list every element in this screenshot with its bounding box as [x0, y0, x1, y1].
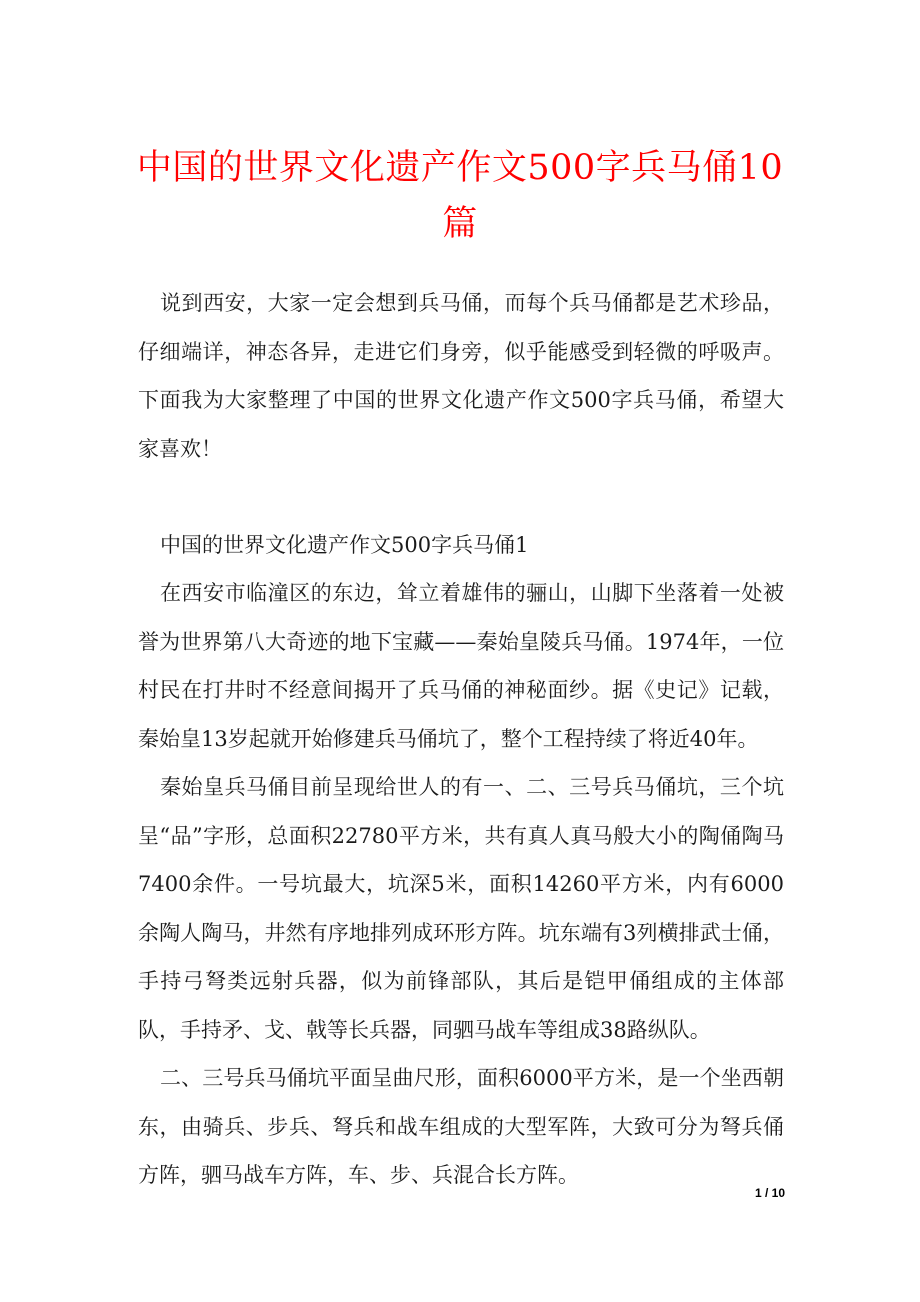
section-heading: 中国的世界文化遗产作文500字兵马俑1 [160, 533, 529, 557]
body-paragraph: 二、三号兵马俑坑平面呈曲尺形，面积6000平方米，是一个坐西朝东，由骑兵、步兵、弩兵和战车组成的大型军阵，大致可分为弩兵俑方阵，驷马战车方阵，车、步、兵混合长方阵。 [138, 1066, 784, 1187]
page-number: 1 / 10 [754, 1186, 786, 1200]
intro-paragraph: 说到西安，大家一定会想到兵马俑，而每个兵马俑都是艺术珍品，仔细端详，神态各异，走进它们身旁，似乎能感受到轻微的呼吸声。下面我为大家整理了中国的世界文化遗产作文500字兵马俑，希望大家喜欢！ [138, 291, 784, 461]
body-paragraph: 秦始皇兵马俑目前呈现给世人的有一、二、三号兵马俑坑，三个坑呈“品”字形，总面积22780平方米，共有真人真马般大小的陶俑陶马7400余件。一号坑最大，坑深5米，面积14260平方米，内有6000余陶人陶马，井然有序地排列成环形方阵。坑东端有3列横排武士俑，手持弓弩类远射兵器，似为前锋部队，其后是铠甲俑组成的主体部队，手持矛、戈、戟等长兵器，同驷马战车等组成38路纵队。 [138, 775, 784, 1042]
body-paragraph: 在西安市临潼区的东边，耸立着雄伟的骊山，山脚下坐落着一处被誉为世界第八大奇迹的地下宝藏——秦始皇陵兵马俑。1974年，一位村民在打井时不经意间揭开了兵马俑的神秘面纱。据《史记》记载，秦始皇13岁起就开始修建兵马俑坑了，整个工程持续了将近40年。 [138, 581, 784, 751]
document-title: 中国的世界文化遗产作文500字兵马俑10篇 [136, 148, 784, 244]
